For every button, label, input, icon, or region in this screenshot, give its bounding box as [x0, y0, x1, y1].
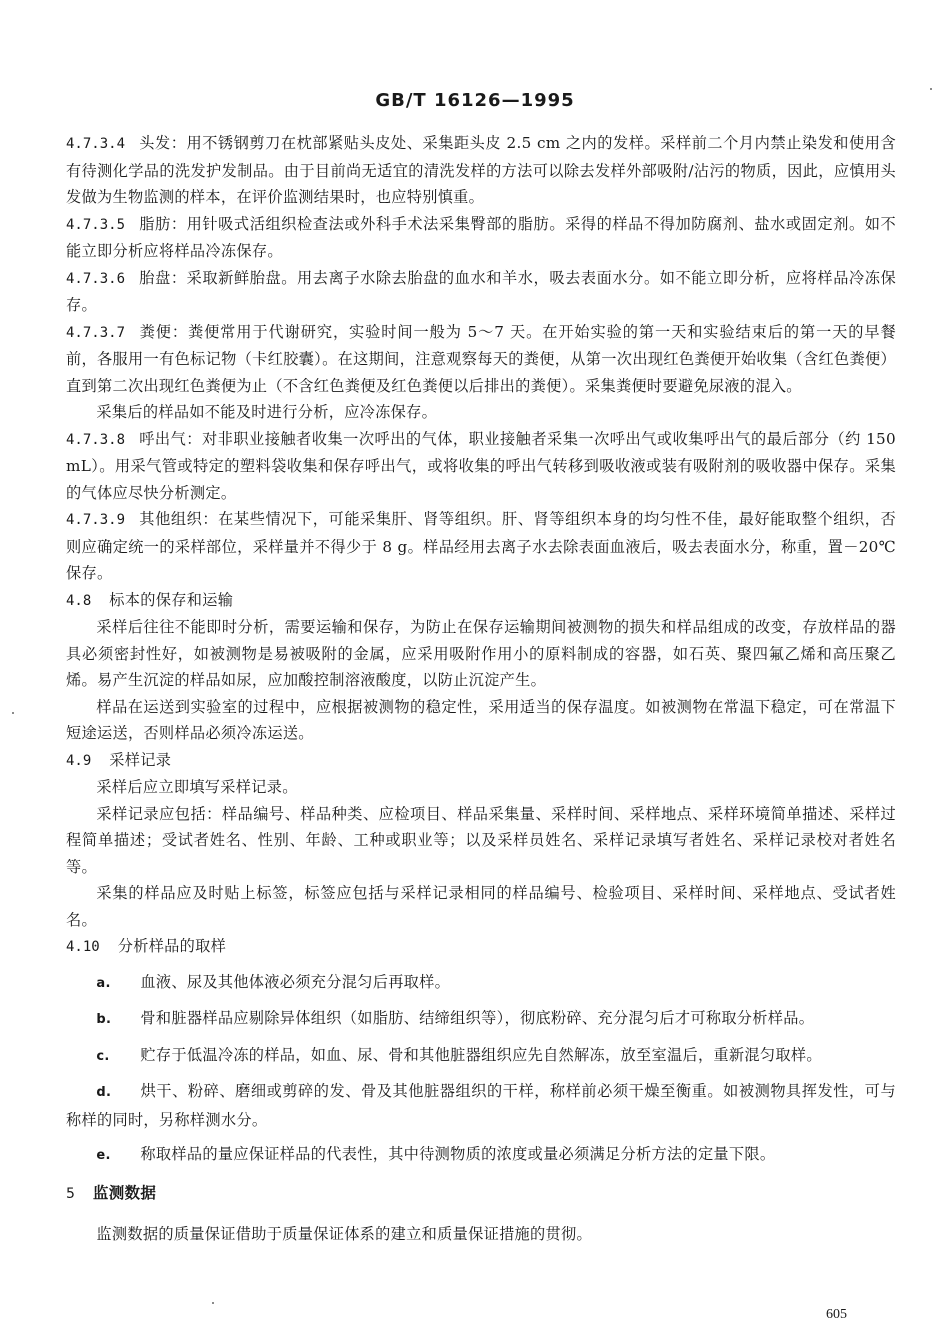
section-4-8-paragraph-2: 样品在运送到实验室的过程中，应根据被测物的稳定性，采用适当的保存温度。如被测物在常温下稳定，可在常温下短途运送，否则样品必须冷冻运送。 — [66, 697, 896, 742]
scan-speck — [12, 712, 14, 714]
list-item — [66, 1005, 896, 1034]
scan-speck — [212, 1302, 214, 1304]
list-marker: b. — [96, 1012, 112, 1027]
list-item — [66, 969, 896, 998]
section-5-paragraph: 监测数据的质量保证借助于质量保证体系的建立和质量保证措施的贯彻。 — [96, 1225, 592, 1243]
list-text: 骨和脏器样品应剔除异体组织（如脂肪、结缔组织等），彻底粉碎、充分混匀后才可称取分析样品。 — [140, 1009, 815, 1027]
clause-number: 4.7.3.9 — [66, 512, 126, 528]
section-number: 4.8 — [66, 592, 92, 609]
clause-4-7-3-6 — [66, 265, 896, 319]
section-number: 4.9 — [66, 752, 92, 769]
section-4-9-heading — [66, 747, 896, 775]
clause-number: 4.7.3.8 — [66, 431, 126, 448]
list-marker: a. — [96, 975, 111, 991]
clause-4-7-3-4 — [66, 130, 896, 211]
section-4-10-heading — [66, 933, 896, 961]
scan-speck — [930, 88, 932, 90]
clause-text: 呼出气：对非职业接触者收集一次呼出的气体，职业接触者采集一次呼出气或收集呼出气的最后部分（约 150 mL）。用采气管或特定的塑料袋收集和保存呼出气，或将收集的呼出气转移到吸收液或装有吸附剂的吸收器中保存。采集的气体应尽快分析测定。 — [66, 429, 896, 502]
section-title: 分析样品的取样 — [117, 937, 227, 955]
section-4-9-paragraph-3: 采集的样品应及时贴上标签，标签应包括与采样记录相同的样品编号、检验项目、采样时间、采样地点、受试者姓名。 — [66, 884, 896, 929]
clause-4-7-3-7-note: 采集后的样品如不能及时进行分析，应冷冻保存。 — [96, 403, 438, 421]
list-text: 贮存于低温冷冻的样品，如血、尿、骨和其他脏器组织应先自然解冻，放至室温后，重新混匀取样。 — [140, 1045, 822, 1064]
list-marker: c. — [96, 1048, 110, 1064]
list-text: 烘干、粉碎、磨细或剪碎的发、骨及其他脏器组织的干样，称样前必须干燥至衡重。如被测物具挥发性，可与称样的同时，另称样测水分。 — [66, 1082, 896, 1129]
section-number: 5 — [66, 1185, 75, 1202]
clause-text: 胎盘：采取新鲜胎盘。用去离子水除去胎盘的血水和羊水，吸去表面水分。如不能立即分析，应将样品冷冻保存。 — [66, 268, 896, 314]
clause-4-7-3-9 — [66, 506, 896, 587]
list-item — [66, 1141, 896, 1170]
clause-4-7-3-5 — [66, 211, 896, 265]
clause-text: 其他组织：在某些情况下，可能采集肝、肾等组织。肝、肾等组织本身的均匀性不佳，最好能取整个组织，否则应确定统一的采样部位，采样量并不得少于 8 g。样品经用去离子水去除表面血液后，吸去表面水分，称重，置－20℃保存。 — [66, 510, 896, 582]
document-header: GB/T 16126—1995 — [375, 90, 575, 111]
sampling-list — [66, 969, 896, 1170]
section-4-8-paragraph-1: 采样后往往不能即时分析，需要运输和保存，为防止在保存运输期间被测物的损失和样品组成的改变，存放样品的器具必须密封性好，如被测物是易被吸附的金属，应采用吸附作用小的原料制成的容器，如石英、聚四氟乙烯和高压聚乙烯。易产生沉淀的样品如尿，应加酸控制溶液酸度，以防止沉淀产生。 — [66, 618, 896, 689]
clause-number: 4.7.3.7 — [66, 324, 126, 341]
clause-text: 脂肪：用针吸式活组织检查法或外科手术法采集臀部的脂肪。采得的样品不得加防腐剂、盐水或固定剂。如不能立即分析应将样品冷冻保存。 — [66, 214, 896, 260]
list-marker: d. — [96, 1085, 112, 1100]
section-5-heading — [66, 1180, 896, 1208]
list-item — [66, 1078, 896, 1133]
list-text: 称取样品的量应保证样品的代表性，其中待测物质的浓度或量必须满足分析方法的定量下限。 — [140, 1145, 776, 1163]
clause-text: 头发：用不锈钢剪刀在枕部紧贴头皮处、采集距头皮 2.5 cm 之内的发样。采样前二个月内禁止染发和使用含有待测化学品的洗发护发制品。由于目前尚无适宜的清洗发样的方法可以除去发样外部吸附/沾污的物质，因此，应慎用头发做为生物监测的样本，在评价监测结果时，也应特别慎重。 — [66, 134, 896, 206]
clause-number: 4.7.3.4 — [66, 136, 126, 152]
section-4-9-paragraph-2: 采样记录应包括：样品编号、样品种类、应检项目、样品采集量、采样时间、采样地点、采样环境简单描述、采样过程简单描述；受试者姓名、性别、年龄、工种或职业等；以及采样员姓名、采样记录填写者姓名、采样记录校对者姓名等。 — [66, 804, 896, 876]
clause-number: 4.7.3.5 — [66, 216, 126, 233]
section-number: 4.10 — [66, 939, 100, 955]
list-item — [66, 1042, 896, 1071]
section-title: 采样记录 — [109, 750, 172, 769]
page-number: 605 — [826, 1307, 847, 1322]
section-4-9-paragraph-1: 采样后应立即填写采样记录。 — [96, 778, 298, 796]
list-text: 血液、尿及其他体液必须充分混匀后再取样。 — [140, 972, 451, 991]
section-title: 监测数据 — [92, 1183, 157, 1202]
section-4-8-heading — [66, 587, 896, 615]
clause-text: 粪便：粪便常用于代谢研究，实验时间一般为 5～7 天。在开始实验的第一天和实验结束后的第一天的早餐前，各服用一有色标记物（卡红胶囊）。在这期间，注意观察每天的粪便，从第一次出现红色粪便开始收集（含红色粪便）直到第二次出现红色粪便为止（不含红色粪便及红色粪便以后排出的粪便）。采集粪便时要避免尿液的混入。 — [66, 322, 896, 395]
clause-number: 4.7.3.6 — [66, 270, 126, 287]
clause-4-7-3-7 — [66, 319, 896, 400]
document-body — [66, 130, 896, 1248]
clause-4-7-3-8 — [66, 426, 896, 507]
section-title: 标本的保存和运输 — [109, 590, 234, 609]
list-marker: e. — [96, 1148, 111, 1163]
